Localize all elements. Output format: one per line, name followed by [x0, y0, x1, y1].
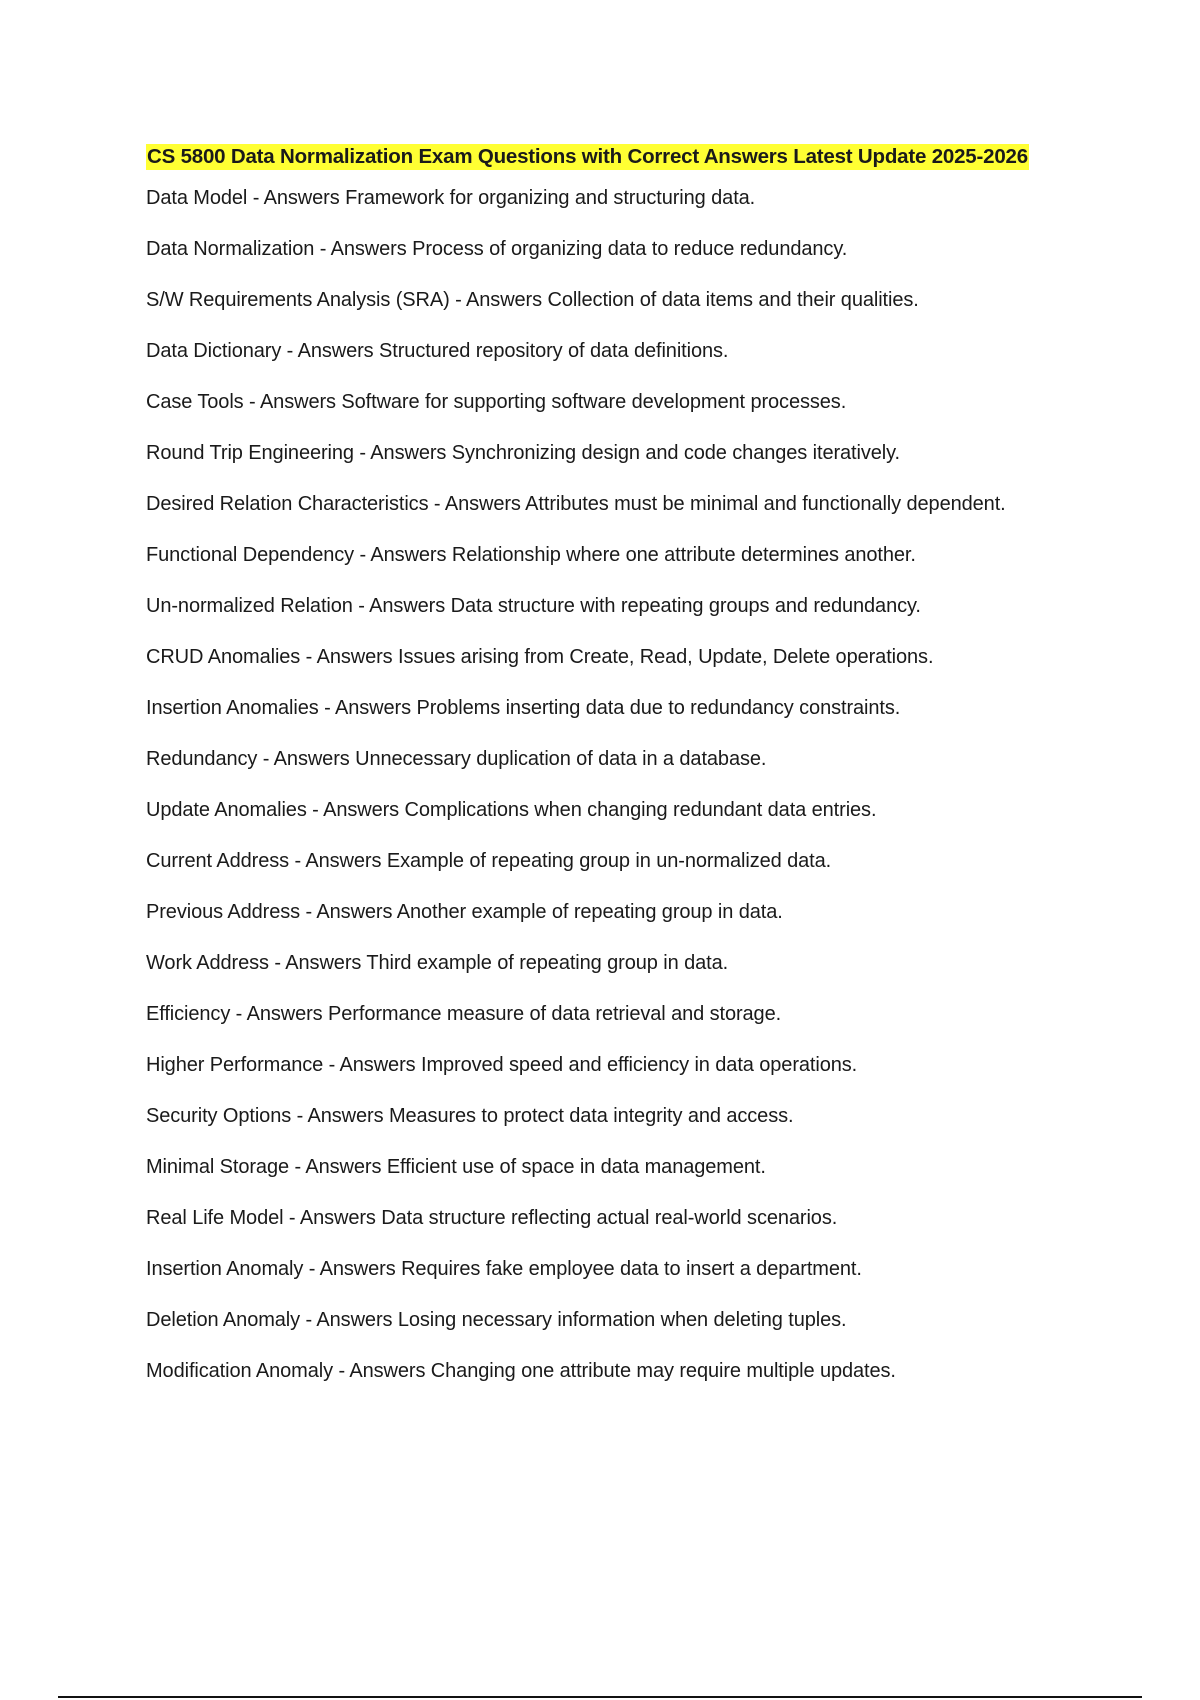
qa-item: Security Options - Answers Measures to protect data integrity and access. [146, 1105, 794, 1127]
qa-item: Insertion Anomaly - Answers Requires fake employee data to insert a department. [146, 1258, 862, 1280]
qa-item: Data Model - Answers Framework for organizing and structuring data. [146, 187, 756, 209]
qa-item: Previous Address - Answers Another example of repeating group in data. [146, 901, 783, 923]
qa-item: Update Anomalies - Answers Complications when changing redundant data entries. [146, 799, 877, 821]
footer-divider [58, 1696, 1142, 1698]
qa-item: CRUD Anomalies - Answers Issues arising from Create, Read, Update, Delete operations. [146, 646, 934, 668]
qa-item: Efficiency - Answers Performance measure of data retrieval and storage. [146, 1003, 782, 1025]
qa-item: Data Dictionary - Answers Structured repository of data definitions. [146, 340, 729, 362]
qa-item: Redundancy - Answers Unnecessary duplication of data in a database. [146, 748, 767, 770]
qa-item: Desired Relation Characteristics - Answers Attributes must be minimal and functionally dependent. [146, 493, 1006, 515]
qa-item: Round Trip Engineering - Answers Synchronizing design and code changes iteratively. [146, 442, 900, 464]
qa-item: Current Address - Answers Example of repeating group in un-normalized data. [146, 850, 832, 872]
document-content [146, 144, 1106, 1406]
qa-item: Case Tools - Answers Software for supporting software development processes. [146, 391, 847, 413]
qa-item: Functional Dependency - Answers Relationship where one attribute determines another. [146, 544, 916, 566]
qa-item: Real Life Model - Answers Data structure reflecting actual real-world scenarios. [146, 1207, 838, 1229]
qa-item: S/W Requirements Analysis (SRA) - Answers Collection of data items and their qualities. [146, 289, 919, 311]
document-title: CS 5800 Data Normalization Exam Questions with Correct Answers Latest Update 2025-2026 [147, 145, 1028, 168]
qa-item: Minimal Storage - Answers Efficient use of space in data management. [146, 1156, 766, 1178]
qa-item: Work Address - Answers Third example of repeating group in data. [146, 952, 729, 974]
qa-item: Insertion Anomalies - Answers Problems inserting data due to redundancy constraints. [146, 697, 901, 719]
qa-item: Data Normalization - Answers Process of organizing data to reduce redundancy. [146, 238, 848, 260]
qa-list [146, 182, 1106, 1387]
qa-item: Higher Performance - Answers Improved speed and efficiency in data operations. [146, 1054, 858, 1076]
qa-item: Modification Anomaly - Answers Changing one attribute may require multiple updates. [146, 1360, 896, 1382]
qa-item: Deletion Anomaly - Answers Losing necessary information when deleting tuples. [146, 1309, 847, 1331]
qa-item: Un-normalized Relation - Answers Data structure with repeating groups and redundancy. [146, 595, 921, 617]
